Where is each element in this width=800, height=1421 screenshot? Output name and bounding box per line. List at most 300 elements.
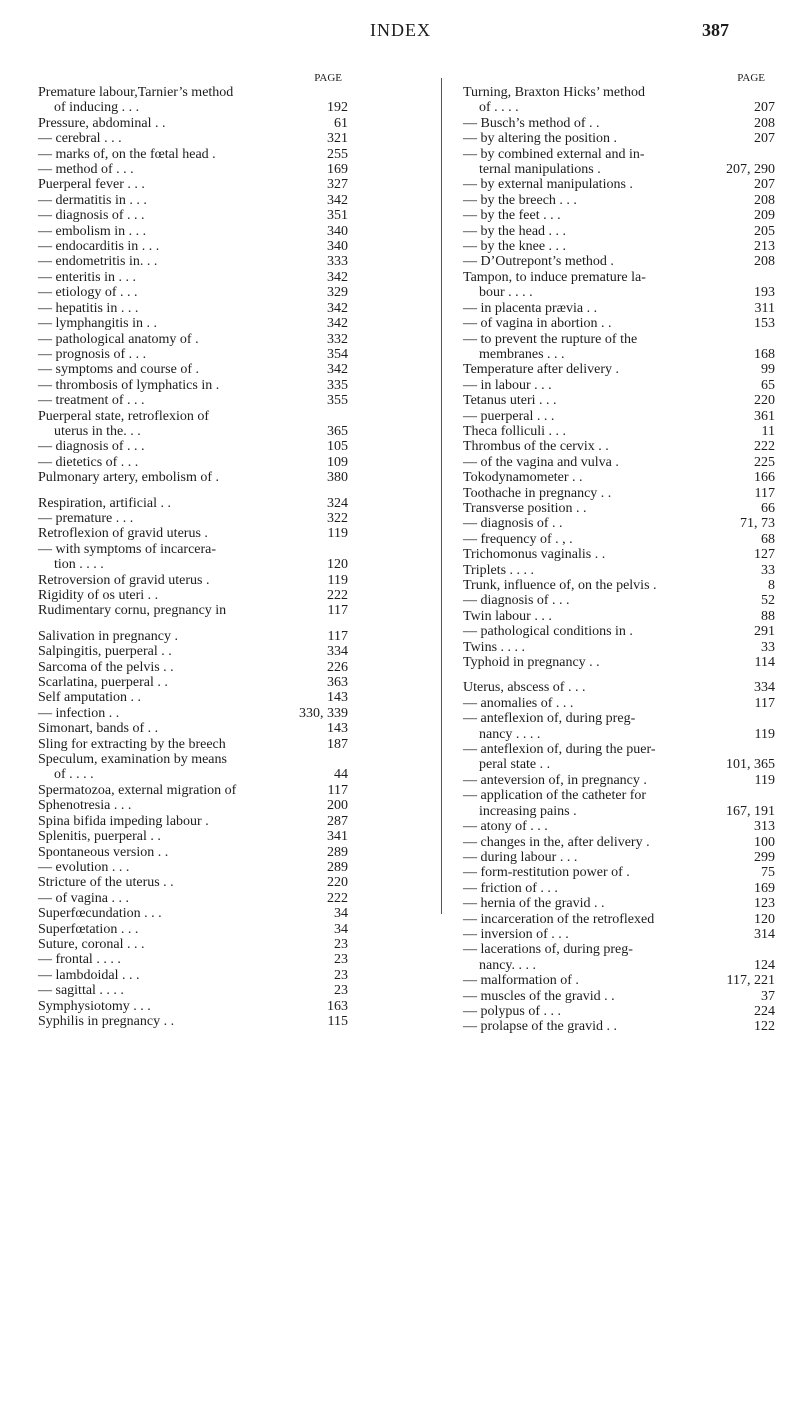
entry-term: — thrombosis of lymphatics in . xyxy=(38,377,220,393)
index-entry xyxy=(463,773,775,788)
entry-term: Transverse position . . xyxy=(463,500,587,516)
entry-term: — friction of . . . xyxy=(463,880,558,896)
entry-page-ref: 66 xyxy=(761,500,775,516)
index-entry xyxy=(38,393,348,408)
entry-term: — muscles of the gravid . . xyxy=(463,988,615,1004)
entry-page-ref: 23 xyxy=(334,936,348,952)
entry-term: peral state . . xyxy=(479,757,551,773)
index-entry xyxy=(463,439,775,454)
index-entry xyxy=(463,578,775,593)
entry-term: — enteritis in . . . xyxy=(38,269,136,285)
entry-term: increasing pains . xyxy=(479,803,577,819)
entry-page-ref: 330, 339 xyxy=(299,705,348,721)
entry-term: — anteflexion of, during preg- xyxy=(463,711,636,727)
index-entry xyxy=(463,881,775,896)
entry-page-ref: 324 xyxy=(327,495,348,511)
entry-term: Suture, coronal . . . xyxy=(38,936,145,952)
index-entry xyxy=(38,332,348,347)
entry-page-ref: 322 xyxy=(327,510,348,526)
index-entry xyxy=(38,875,348,890)
entry-page-ref: 207 xyxy=(754,100,775,116)
entry-term: — diagnosis of . . xyxy=(463,516,563,532)
entry-page-ref: 222 xyxy=(327,588,348,603)
entry-term: Spontaneous version . . xyxy=(38,844,169,860)
entry-page-ref: 225 xyxy=(754,454,775,470)
entry-page-ref: 209 xyxy=(754,208,775,224)
entry-term: Twins . . . . xyxy=(463,639,526,655)
entry-term: Superfœtation . . . xyxy=(38,921,139,937)
entry-page-ref: 34 xyxy=(334,906,348,922)
index-entry xyxy=(463,193,775,208)
entry-term: Sphenotresia . . . xyxy=(38,798,132,814)
index-entry xyxy=(38,177,348,192)
entry-page-ref: 143 xyxy=(327,721,348,737)
index-entry xyxy=(38,496,348,511)
index-entry xyxy=(463,177,775,192)
index-entry xyxy=(38,603,348,618)
entry-term: Pulmonary artery, embolism of . xyxy=(38,470,220,486)
page-header xyxy=(0,20,800,50)
index-entry xyxy=(38,85,348,100)
entry-page-ref: 342 xyxy=(327,269,348,285)
index-entry xyxy=(38,752,348,767)
entry-term: Toothache in pregnancy . . xyxy=(463,485,612,501)
entry-page-ref: 68 xyxy=(761,531,775,547)
index-entry xyxy=(38,690,348,705)
index-entry xyxy=(463,850,775,865)
index-column-left xyxy=(38,72,348,1029)
index-entry xyxy=(38,952,348,967)
index-entry xyxy=(38,270,348,285)
entry-term: — diagnosis of . . . xyxy=(38,439,145,455)
entry-page-ref: 52 xyxy=(761,593,775,609)
entry-page-ref: 163 xyxy=(327,998,348,1014)
entry-page-ref: 200 xyxy=(327,798,348,814)
entry-page-ref: 220 xyxy=(327,875,348,891)
index-entry xyxy=(38,542,348,557)
index-entry xyxy=(463,609,775,624)
entry-page-ref: 122 xyxy=(754,1019,775,1035)
entry-term: Pressure, abdominal . . xyxy=(38,115,166,131)
entry-term: — marks of, on the fœtal head . xyxy=(38,146,216,162)
entry-term: — by altering the position . xyxy=(463,131,617,147)
entry-page-ref: 213 xyxy=(754,239,775,255)
index-entry xyxy=(463,655,775,670)
entry-term: — etiology of . . . xyxy=(38,285,138,301)
entry-term: — form-restitution power of . xyxy=(463,865,630,881)
index-entry xyxy=(463,742,775,757)
section-gap xyxy=(38,486,348,496)
index-entry xyxy=(38,526,348,541)
index-entry xyxy=(463,989,775,1004)
index-entry xyxy=(463,593,775,608)
entry-page-ref: 207 xyxy=(754,131,775,147)
entry-page-ref: 109 xyxy=(327,454,348,470)
entry-term: — malformation of . xyxy=(463,973,579,989)
index-entry xyxy=(463,470,775,485)
index-entry xyxy=(38,193,348,208)
section-gap xyxy=(463,670,775,680)
index-entry xyxy=(38,470,348,485)
index-entry xyxy=(38,162,348,177)
index-column-right xyxy=(463,72,775,1035)
entry-page-ref: 192 xyxy=(327,100,348,116)
index-entry xyxy=(463,301,775,316)
entry-term: nancy. . . . xyxy=(479,957,537,973)
entry-page-ref: 23 xyxy=(334,952,348,968)
entry-term: — by the head . . . xyxy=(463,223,567,239)
index-entry xyxy=(463,927,775,942)
entry-page-ref: 208 xyxy=(754,192,775,208)
entry-page-ref: 115 xyxy=(327,1013,348,1029)
entry-term: bour . . . . xyxy=(479,285,533,301)
entry-page-ref: 119 xyxy=(754,772,775,788)
entry-page-ref: 169 xyxy=(327,162,348,178)
entry-page-ref: 340 xyxy=(327,223,348,239)
entry-term: membranes . . . xyxy=(479,346,565,362)
entry-page-ref: 208 xyxy=(754,254,775,270)
entry-term: — changes in the, after delivery . xyxy=(463,834,650,850)
index-entry xyxy=(38,409,348,424)
entry-term: — Busch’s method of . . xyxy=(463,115,600,131)
entry-term: nancy . . . . xyxy=(479,726,541,742)
index-entry xyxy=(463,270,775,285)
entry-page-ref: 332 xyxy=(327,331,348,347)
entry-page-ref: 119 xyxy=(327,572,348,588)
index-entry xyxy=(463,942,775,957)
entry-page-ref: 226 xyxy=(327,659,348,675)
entry-term: Symphysiotomy . . . xyxy=(38,998,151,1014)
entry-page-ref: 119 xyxy=(327,526,348,542)
entry-term: — sagittal . . . . xyxy=(38,983,124,999)
entry-term: — infection . . xyxy=(38,705,120,721)
entry-page-ref: 120 xyxy=(754,911,775,927)
index-entry xyxy=(463,1019,775,1034)
index-entry xyxy=(463,332,775,347)
index-entry xyxy=(38,767,348,782)
entry-term: — lymphangitis in . . xyxy=(38,316,157,332)
index-entry xyxy=(38,629,348,644)
index-entry xyxy=(38,783,348,798)
entry-page-ref: 123 xyxy=(754,896,775,912)
entry-page-ref: 127 xyxy=(754,547,775,563)
index-entry xyxy=(463,680,775,695)
index-entry xyxy=(38,737,348,752)
entry-term: — treatment of . . . xyxy=(38,393,145,409)
entry-term: — in placenta prævia . . xyxy=(463,300,598,316)
entry-page-ref: 11 xyxy=(761,423,775,439)
entry-page-ref: 333 xyxy=(327,254,348,270)
index-entry xyxy=(38,798,348,813)
entry-term: — D’Outrepont’s method . xyxy=(463,254,614,270)
entry-term: — anteversion of, in pregnancy . xyxy=(463,772,647,788)
index-entry xyxy=(463,532,775,547)
entry-term: — hernia of the gravid . . xyxy=(463,896,605,912)
entry-term: — to prevent the rupture of the xyxy=(463,331,638,347)
entry-term: Turning, Braxton Hicks’ method xyxy=(463,85,645,100)
section-gap xyxy=(38,619,348,629)
entry-term: — method of . . . xyxy=(38,162,134,178)
entry-term: Sling for extracting by the breech xyxy=(38,736,226,752)
entry-page-ref: 334 xyxy=(754,680,775,696)
index-entry xyxy=(463,640,775,655)
entry-term: — by the knee . . . xyxy=(463,239,567,255)
index-entry xyxy=(38,224,348,239)
entry-page-ref: 205 xyxy=(754,223,775,239)
index-entry xyxy=(463,711,775,726)
entry-page-ref: 119 xyxy=(754,726,775,742)
entry-page-ref: 153 xyxy=(754,316,775,332)
entry-page-ref: 33 xyxy=(761,562,775,578)
entry-term: Trunk, influence of, on the pelvis . xyxy=(463,578,657,593)
index-entry xyxy=(38,922,348,937)
entry-page-ref: 287 xyxy=(327,813,348,829)
entry-term: Spina bifida impeding labour . xyxy=(38,813,209,829)
entry-term: of . . . . xyxy=(479,100,519,116)
index-entry xyxy=(38,439,348,454)
entry-page-ref: 61 xyxy=(334,115,348,131)
index-entry xyxy=(463,316,775,331)
index-entry xyxy=(463,788,775,803)
entry-term: — anteflexion of, during the puer- xyxy=(463,742,656,758)
index-entry xyxy=(38,316,348,331)
entry-term: — of vagina . . . xyxy=(38,890,129,906)
index-entry xyxy=(463,835,775,850)
entry-page-ref: 311 xyxy=(754,300,775,316)
entry-term: tion . . . . xyxy=(54,557,104,573)
index-entry xyxy=(38,147,348,162)
entry-term: Tokodynamometer . . xyxy=(463,470,583,486)
entry-page-ref: 321 xyxy=(327,131,348,147)
entry-term: — prolapse of the gravid . . xyxy=(463,1019,617,1035)
entry-page-ref: 187 xyxy=(327,736,348,752)
entry-page-ref: 222 xyxy=(754,439,775,455)
entry-term: uterus in the. . . xyxy=(54,423,141,439)
entry-page-ref: 380 xyxy=(327,470,348,486)
index-entry xyxy=(38,347,348,362)
entry-page-ref: 207 xyxy=(754,177,775,193)
entry-page-ref: 355 xyxy=(327,393,348,409)
entry-term: — diagnosis of . . . xyxy=(463,593,570,609)
entry-term: Tetanus uteri . . . xyxy=(463,393,557,409)
entry-page-ref: 101, 365 xyxy=(726,757,775,773)
entry-page-ref: 167, 191 xyxy=(726,803,775,819)
entry-term: of . . . . xyxy=(54,767,94,783)
index-entry xyxy=(463,285,775,300)
entry-term: Tampon, to induce premature la- xyxy=(463,269,646,285)
index-entry xyxy=(463,1004,775,1019)
index-entry xyxy=(38,829,348,844)
entry-term: — atony of . . . xyxy=(463,819,548,835)
index-entry xyxy=(38,362,348,377)
index-entry xyxy=(463,131,775,146)
entry-term: — cerebral . . . xyxy=(38,131,122,147)
index-entry xyxy=(38,285,348,300)
entry-term: Stricture of the uterus . . xyxy=(38,875,174,891)
index-entry xyxy=(463,162,775,177)
index-entry xyxy=(463,547,775,562)
index-entry xyxy=(463,865,775,880)
entry-page-ref: 117, 221 xyxy=(726,973,775,989)
entry-term: Simonart, bands of . . xyxy=(38,721,159,737)
entry-page-ref: 365 xyxy=(327,423,348,439)
entry-page-ref: 117 xyxy=(754,485,775,501)
entry-term: Scarlatina, puerperal . . xyxy=(38,675,168,691)
entry-term: — frontal . . . . xyxy=(38,952,121,968)
entry-page-ref: 166 xyxy=(754,470,775,486)
index-entry xyxy=(38,721,348,736)
entry-term: — anomalies of . . . xyxy=(463,695,574,711)
index-entry xyxy=(38,239,348,254)
index-entry xyxy=(38,378,348,393)
entry-term: — evolution . . . xyxy=(38,859,130,875)
index-entry xyxy=(38,557,348,572)
entry-term: — polypus of . . . xyxy=(463,1003,561,1019)
entry-term: Rudimentary cornu, pregnancy in xyxy=(38,603,227,619)
entry-term: of inducing . . . xyxy=(54,100,140,116)
entry-term: Trichomonus vaginalis . . xyxy=(463,547,606,563)
entry-page-ref: 299 xyxy=(754,849,775,865)
entry-term: Theca folliculi . . . xyxy=(463,423,567,439)
entry-page-ref: 314 xyxy=(754,926,775,942)
page-column-label: PAGE xyxy=(314,72,342,84)
entry-term: — pathological conditions in . xyxy=(463,624,633,640)
entry-term: — frequency of . , . xyxy=(463,531,573,547)
entry-term: — embolism in . . . xyxy=(38,223,147,239)
index-entry xyxy=(38,511,348,526)
index-entry xyxy=(463,208,775,223)
index-entry xyxy=(463,362,775,377)
index-entry xyxy=(463,409,775,424)
index-entry xyxy=(463,85,775,100)
index-entry xyxy=(38,937,348,952)
entry-page-ref: 341 xyxy=(327,829,348,845)
entry-page-ref: 23 xyxy=(334,967,348,983)
entry-term: — dermatitis in . . . xyxy=(38,192,147,208)
entry-term: Salivation in pregnancy . xyxy=(38,628,178,644)
entry-term: — puerperal . . . xyxy=(463,408,555,424)
entry-term: — application of the catheter for xyxy=(463,788,647,804)
entry-term: Puerperal fever . . . xyxy=(38,177,145,193)
index-entry xyxy=(463,378,775,393)
entry-page-ref: 8 xyxy=(768,578,775,593)
entry-page-ref: 334 xyxy=(327,644,348,660)
entry-term: — lambdoidal . . . xyxy=(38,967,140,983)
index-entry xyxy=(463,347,775,362)
index-entry xyxy=(38,999,348,1014)
index-entry xyxy=(463,727,775,742)
index-entry xyxy=(463,757,775,772)
index-entry xyxy=(463,455,775,470)
entry-term: — by the feet . . . xyxy=(463,208,561,224)
entry-page-ref: 340 xyxy=(327,239,348,255)
entry-page-ref: 342 xyxy=(327,316,348,332)
entry-page-ref: 207, 290 xyxy=(726,162,775,178)
index-entry xyxy=(38,968,348,983)
index-entry xyxy=(38,588,348,603)
entry-term: — of the vagina and vulva . xyxy=(463,454,619,470)
entry-term: — diagnosis of . . . xyxy=(38,208,145,224)
entry-page-ref: 117 xyxy=(327,782,348,798)
entry-term: Premature labour,Tarnier’s method xyxy=(38,85,234,100)
index-entry xyxy=(38,706,348,721)
index-entry xyxy=(463,819,775,834)
entry-term: Twin labour . . . xyxy=(463,608,552,624)
index-entry xyxy=(38,116,348,131)
entry-page-ref: 65 xyxy=(761,377,775,393)
entry-page-ref: 105 xyxy=(327,439,348,455)
entry-page-ref: 354 xyxy=(327,346,348,362)
entry-page-ref: 363 xyxy=(327,675,348,691)
entry-page-ref: 120 xyxy=(327,557,348,573)
entry-page-ref: 143 xyxy=(327,690,348,706)
entry-page-ref: 88 xyxy=(761,608,775,624)
entry-term: Spermatozoa, external migration of xyxy=(38,782,237,798)
entry-term: — with symptoms of incarcera- xyxy=(38,541,217,557)
entry-term: Speculum, examination by means xyxy=(38,752,227,768)
entry-term: — premature . . . xyxy=(38,510,134,526)
entry-term: Temperature after delivery . xyxy=(463,362,620,378)
entry-page-ref: 255 xyxy=(327,146,348,162)
entry-page-ref: 289 xyxy=(327,859,348,875)
index-entry xyxy=(463,624,775,639)
index-entry xyxy=(38,1014,348,1029)
entry-term: — of vagina in abortion . . xyxy=(463,316,612,332)
entry-term: — prognosis of . . . xyxy=(38,346,147,362)
entry-page-ref: 124 xyxy=(754,957,775,973)
index-entry xyxy=(38,660,348,675)
entry-term: Rigidity of os uteri . . xyxy=(38,588,159,603)
entry-page-ref: 114 xyxy=(754,655,775,671)
entry-page-ref: 44 xyxy=(334,767,348,783)
entry-page-ref: 224 xyxy=(754,1003,775,1019)
index-entry xyxy=(463,501,775,516)
index-entry xyxy=(38,301,348,316)
index-entry xyxy=(38,573,348,588)
index-entry xyxy=(38,100,348,115)
entry-term: Self amputation . . xyxy=(38,690,142,706)
index-entry xyxy=(38,860,348,875)
index-entry xyxy=(463,254,775,269)
entry-page-ref: 289 xyxy=(327,844,348,860)
entry-page-ref: 100 xyxy=(754,834,775,850)
index-entry xyxy=(38,891,348,906)
entry-term: — symptoms and course of . xyxy=(38,362,199,378)
entry-term: — by the breech . . . xyxy=(463,192,577,208)
index-entry xyxy=(463,424,775,439)
entry-term: — lacerations of, during preg- xyxy=(463,942,633,958)
entry-term: Respiration, artificial . . xyxy=(38,495,171,511)
index-entry xyxy=(463,958,775,973)
index-entry xyxy=(38,845,348,860)
entry-page-ref: 99 xyxy=(761,362,775,378)
entry-term: — endometritis in. . . xyxy=(38,254,158,270)
entry-page-ref: 361 xyxy=(754,408,775,424)
entry-term: Superfœcundation . . . xyxy=(38,906,162,922)
entry-page-ref: 168 xyxy=(754,346,775,362)
index-entry xyxy=(463,116,775,131)
entry-page-ref: 37 xyxy=(761,988,775,1004)
entry-term: Retroflexion of gravid uterus . xyxy=(38,526,208,542)
entry-page-ref: 342 xyxy=(327,300,348,316)
entry-term: Thrombus of the cervix . . xyxy=(463,439,609,455)
entry-page-ref: 335 xyxy=(327,377,348,393)
entry-page-ref: 193 xyxy=(754,285,775,301)
entry-term: — inversion of . . . xyxy=(463,926,569,942)
index-entry xyxy=(463,239,775,254)
entry-page-ref: 313 xyxy=(754,819,775,835)
page-number: 387 xyxy=(702,20,729,40)
